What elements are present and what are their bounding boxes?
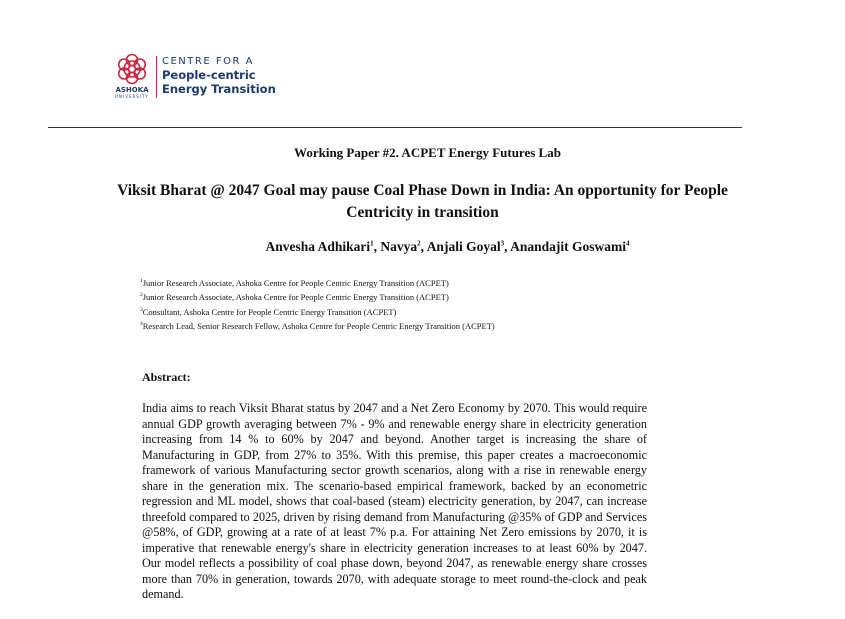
centre-name-line-2: People-centric bbox=[162, 68, 256, 82]
affiliation-mark: 3 bbox=[140, 306, 143, 313]
ashoka-wordmark: ASHOKA bbox=[115, 86, 149, 94]
affiliation-item bbox=[140, 289, 495, 303]
header-rule bbox=[48, 127, 742, 128]
acpet-logo bbox=[110, 52, 310, 102]
author-name: Navya bbox=[380, 239, 418, 254]
affiliation-item bbox=[140, 275, 495, 289]
university-wordmark: UNIVERSITY bbox=[115, 94, 149, 99]
affiliation-mark: 4 bbox=[140, 320, 143, 327]
paper-title: Viksit Bharat @ 2047 Goal may pause Coal Phase Down in India: An opportunity for People Centricity in transition bbox=[117, 182, 728, 221]
author bbox=[427, 239, 510, 254]
affiliation-item bbox=[140, 304, 495, 318]
author-name: Anvesha Adhikari bbox=[265, 239, 371, 254]
author-mark: 1 bbox=[370, 239, 374, 248]
author-name: Anjali Goyal bbox=[426, 239, 501, 254]
affiliation-item bbox=[140, 318, 495, 332]
abstract-heading: Abstract: bbox=[142, 370, 191, 384]
centre-name-line-1: CENTRE FOR A bbox=[162, 56, 254, 67]
author bbox=[510, 239, 629, 254]
author-separator: , bbox=[373, 239, 381, 254]
abstract-body: India aims to reach Viksit Bharat status by 2047 and a Net Zero Economy by 2070. This would require annual GDP growth averaging between 7% - 9% and renewable energy share in electricity generation increasing from 14 % to 60% by 2047 and beyond. Another target is increasing the share of Manufacturing in GDP, from 27% to 35%. With this premise, this paper creates a macroeconomic framework of various Manufacturing sector growth scenarios, along with a rise in renewable energy share in the generation mix. The scenario-based empirical framework, backed by an econometric regression and ML model, shows that coal-based (steam) electricity generation, by 2047, can increase threefold compared to 2025, driven by rising demand from Manufacturing @35% of GDP and Services @58%, of GDP, growing at a rate of at least 7% p.a. For attaining Net Zero emissions by 2070, it is imperative that renewable energy's share in electricity generation increases to at least 60% by 2047. Our model reflects a possibility of coal phase down, beyond 2047, as renewable energy share crosses more than 70% in generation, towards 2070, with adequate storage to meet round-the-clock and peak demand. bbox=[142, 401, 647, 601]
centre-name-line-3: Energy Transition bbox=[162, 82, 276, 96]
logo-divider bbox=[156, 56, 157, 98]
author-separator: , bbox=[420, 239, 427, 254]
affiliation-list bbox=[140, 275, 495, 332]
affiliation-mark: 2 bbox=[140, 292, 143, 299]
working-paper-label: Working Paper #2. ACPET Energy Futures Lab bbox=[294, 145, 561, 160]
author bbox=[266, 239, 381, 254]
affiliation-text: Consultant, Ashoka Centre for People Centric Energy Transition (ACPET) bbox=[142, 306, 397, 317]
author bbox=[380, 239, 426, 254]
author-mark: 3 bbox=[500, 239, 505, 248]
author-mark: 2 bbox=[417, 239, 421, 248]
author-name: Anandajit Goswami bbox=[510, 239, 626, 254]
author-separator: , bbox=[504, 239, 511, 254]
affiliation-text: Junior Research Associate, Ashoka Centre for People Centric Energy Transition (ACPET) bbox=[142, 277, 449, 288]
affiliation-text: Research Lead, Senior Research Fellow, Ashoka Centre for People Centric Energy Transition (ACPET) bbox=[142, 320, 495, 331]
centre-name bbox=[162, 56, 276, 96]
author-list bbox=[0, 239, 845, 255]
affiliation-text: Junior Research Associate, Ashoka Centre for People Centric Energy Transition (ACPET) bbox=[142, 292, 449, 303]
author-mark: 4 bbox=[625, 239, 630, 248]
affiliation-mark: 1 bbox=[140, 278, 143, 284]
